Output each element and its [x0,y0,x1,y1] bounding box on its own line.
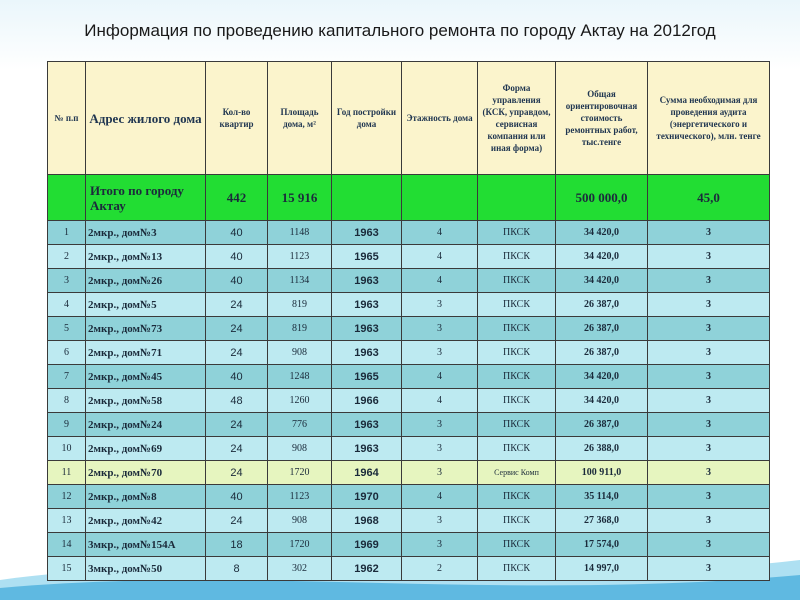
row-audit: 3 [648,437,770,461]
row-address: 2мкр., дом№26 [86,269,206,293]
row-cost: 27 368,0 [556,509,648,533]
row-flats: 24 [206,293,268,317]
total-label: Итого по городу Актау [86,175,206,221]
row-floors: 3 [402,293,478,317]
row-cost: 35 114,0 [556,485,648,509]
row-address: 2мкр., дом№8 [86,485,206,509]
row-year: 1963 [332,413,402,437]
row-address: 2мкр., дом№69 [86,437,206,461]
row-floors: 3 [402,509,478,533]
header-year: Год постройки дома [332,62,402,175]
row-num: 7 [48,365,86,389]
row-management: ПКСК [478,365,556,389]
table-header-row [48,62,770,175]
row-management: ПКСК [478,245,556,269]
row-cost: 26 387,0 [556,293,648,317]
row-flats: 24 [206,317,268,341]
row-area: 908 [268,509,332,533]
row-area: 1123 [268,245,332,269]
header-management: Форма управления (КСК, управдом, сервисная компания или иная форма) [478,62,556,175]
row-management: ПКСК [478,437,556,461]
row-year: 1963 [332,437,402,461]
table-row [48,437,770,461]
row-address: 2мкр., дом№71 [86,341,206,365]
row-audit: 3 [648,413,770,437]
header-audit: Сумма необходимая для проведения аудита (энергетического и технического), млн. тенге [648,62,770,175]
row-audit: 3 [648,245,770,269]
row-cost: 26 387,0 [556,413,648,437]
row-area: 1134 [268,269,332,293]
row-address: 2мкр., дом№5 [86,293,206,317]
row-address: 2мкр., дом№3 [86,221,206,245]
row-num: 2 [48,245,86,269]
total-audit: 45,0 [648,175,770,221]
row-management: ПКСК [478,293,556,317]
row-flats: 40 [206,485,268,509]
row-area: 302 [268,557,332,581]
row-flats: 40 [206,221,268,245]
row-num: 10 [48,437,86,461]
row-num: 3 [48,269,86,293]
row-flats: 40 [206,365,268,389]
row-cost: 26 387,0 [556,317,648,341]
table-row [48,557,770,581]
row-floors: 2 [402,557,478,581]
row-area: 908 [268,341,332,365]
row-flats: 24 [206,341,268,365]
row-audit: 3 [648,341,770,365]
row-audit: 3 [648,557,770,581]
row-area: 1260 [268,389,332,413]
header-area: Площадь дома, м² [268,62,332,175]
row-cost: 34 420,0 [556,389,648,413]
row-num: 8 [48,389,86,413]
row-address: 2мкр., дом№42 [86,509,206,533]
row-audit: 3 [648,269,770,293]
row-address: 2мкр., дом№58 [86,389,206,413]
row-flats: 40 [206,245,268,269]
row-area: 1148 [268,221,332,245]
table-row [48,461,770,485]
row-flats: 40 [206,269,268,293]
table-row [48,485,770,509]
row-area: 1720 [268,461,332,485]
row-floors: 3 [402,437,478,461]
row-year: 1963 [332,269,402,293]
row-management: ПКСК [478,485,556,509]
row-cost: 26 388,0 [556,437,648,461]
row-audit: 3 [648,389,770,413]
row-floors: 3 [402,413,478,437]
row-audit: 3 [648,461,770,485]
row-cost: 14 997,0 [556,557,648,581]
row-management: ПКСК [478,389,556,413]
row-year: 1963 [332,293,402,317]
row-area: 776 [268,413,332,437]
row-cost: 100 911,0 [556,461,648,485]
header-flats: Кол-во квартир [206,62,268,175]
page-title: Информация по проведению капитального ремонта по городу Актау на 2012год [84,21,716,40]
row-flats: 24 [206,437,268,461]
row-cost: 26 387,0 [556,341,648,365]
row-address: 2мкр., дом№70 [86,461,206,485]
row-num: 9 [48,413,86,437]
header-cost: Общая ориентировочная стоимость ремонтных работ, тыс.тенге [556,62,648,175]
row-cost: 34 420,0 [556,365,648,389]
row-num: 5 [48,317,86,341]
table-row [48,389,770,413]
row-floors: 4 [402,485,478,509]
row-audit: 3 [648,317,770,341]
row-address: 2мкр., дом№45 [86,365,206,389]
row-num: 6 [48,341,86,365]
total-mgmt-cell [478,175,556,221]
row-floors: 3 [402,341,478,365]
row-num: 11 [48,461,86,485]
repair-table [47,61,770,581]
row-floors: 4 [402,221,478,245]
total-row [48,175,770,221]
row-year: 1968 [332,509,402,533]
row-area: 1720 [268,533,332,557]
total-cost: 500 000,0 [556,175,648,221]
table-row [48,533,770,557]
row-flats: 18 [206,533,268,557]
row-floors: 3 [402,533,478,557]
row-floors: 4 [402,389,478,413]
table-row [48,317,770,341]
row-year: 1969 [332,533,402,557]
row-num: 4 [48,293,86,317]
row-audit: 3 [648,485,770,509]
row-year: 1965 [332,245,402,269]
row-num: 13 [48,509,86,533]
row-year: 1970 [332,485,402,509]
row-address: 2мкр., дом№13 [86,245,206,269]
row-audit: 3 [648,221,770,245]
row-flats: 48 [206,389,268,413]
table-row [48,221,770,245]
row-audit: 3 [648,365,770,389]
row-management: ПКСК [478,221,556,245]
total-flats: 442 [206,175,268,221]
row-year: 1963 [332,221,402,245]
row-management: ПКСК [478,509,556,533]
row-floors: 4 [402,245,478,269]
row-audit: 3 [648,293,770,317]
row-flats: 24 [206,509,268,533]
table-row [48,269,770,293]
row-area: 1248 [268,365,332,389]
row-area: 819 [268,317,332,341]
table-row [48,413,770,437]
row-year: 1964 [332,461,402,485]
row-management: ПКСК [478,269,556,293]
row-management: ПКСК [478,317,556,341]
row-flats: 8 [206,557,268,581]
row-cost: 34 420,0 [556,245,648,269]
row-floors: 3 [402,461,478,485]
row-address: 2мкр., дом№73 [86,317,206,341]
header-floors: Этажность дома [402,62,478,175]
row-year: 1962 [332,557,402,581]
row-address: 3мкр., дом№50 [86,557,206,581]
row-audit: 3 [648,509,770,533]
row-address: 2мкр., дом№24 [86,413,206,437]
row-flats: 24 [206,461,268,485]
table-row [48,341,770,365]
row-cost: 34 420,0 [556,269,648,293]
row-area: 908 [268,437,332,461]
row-management: ПКСК [478,413,556,437]
row-management: ПКСК [478,557,556,581]
table-body [48,221,770,581]
row-floors: 3 [402,317,478,341]
total-num-cell [48,175,86,221]
row-management: Сервис Комп [478,461,556,485]
table-row [48,365,770,389]
table-row [48,509,770,533]
table-row [48,245,770,269]
total-year-cell [332,175,402,221]
row-year: 1963 [332,317,402,341]
total-floors-cell [402,175,478,221]
header-address: Адрес жилого дома [86,62,206,175]
header-num: № п.п [48,62,86,175]
row-floors: 4 [402,269,478,293]
row-area: 819 [268,293,332,317]
row-management: ПКСК [478,341,556,365]
row-num: 15 [48,557,86,581]
row-cost: 34 420,0 [556,221,648,245]
row-management: ПКСК [478,533,556,557]
row-year: 1965 [332,365,402,389]
row-area: 1123 [268,485,332,509]
row-flats: 24 [206,413,268,437]
table-row [48,293,770,317]
row-year: 1966 [332,389,402,413]
total-area: 15 916 [268,175,332,221]
row-floors: 4 [402,365,478,389]
row-audit: 3 [648,533,770,557]
row-cost: 17 574,0 [556,533,648,557]
row-year: 1963 [332,341,402,365]
row-num: 12 [48,485,86,509]
row-num: 14 [48,533,86,557]
row-address: 3мкр., дом№154А [86,533,206,557]
row-num: 1 [48,221,86,245]
